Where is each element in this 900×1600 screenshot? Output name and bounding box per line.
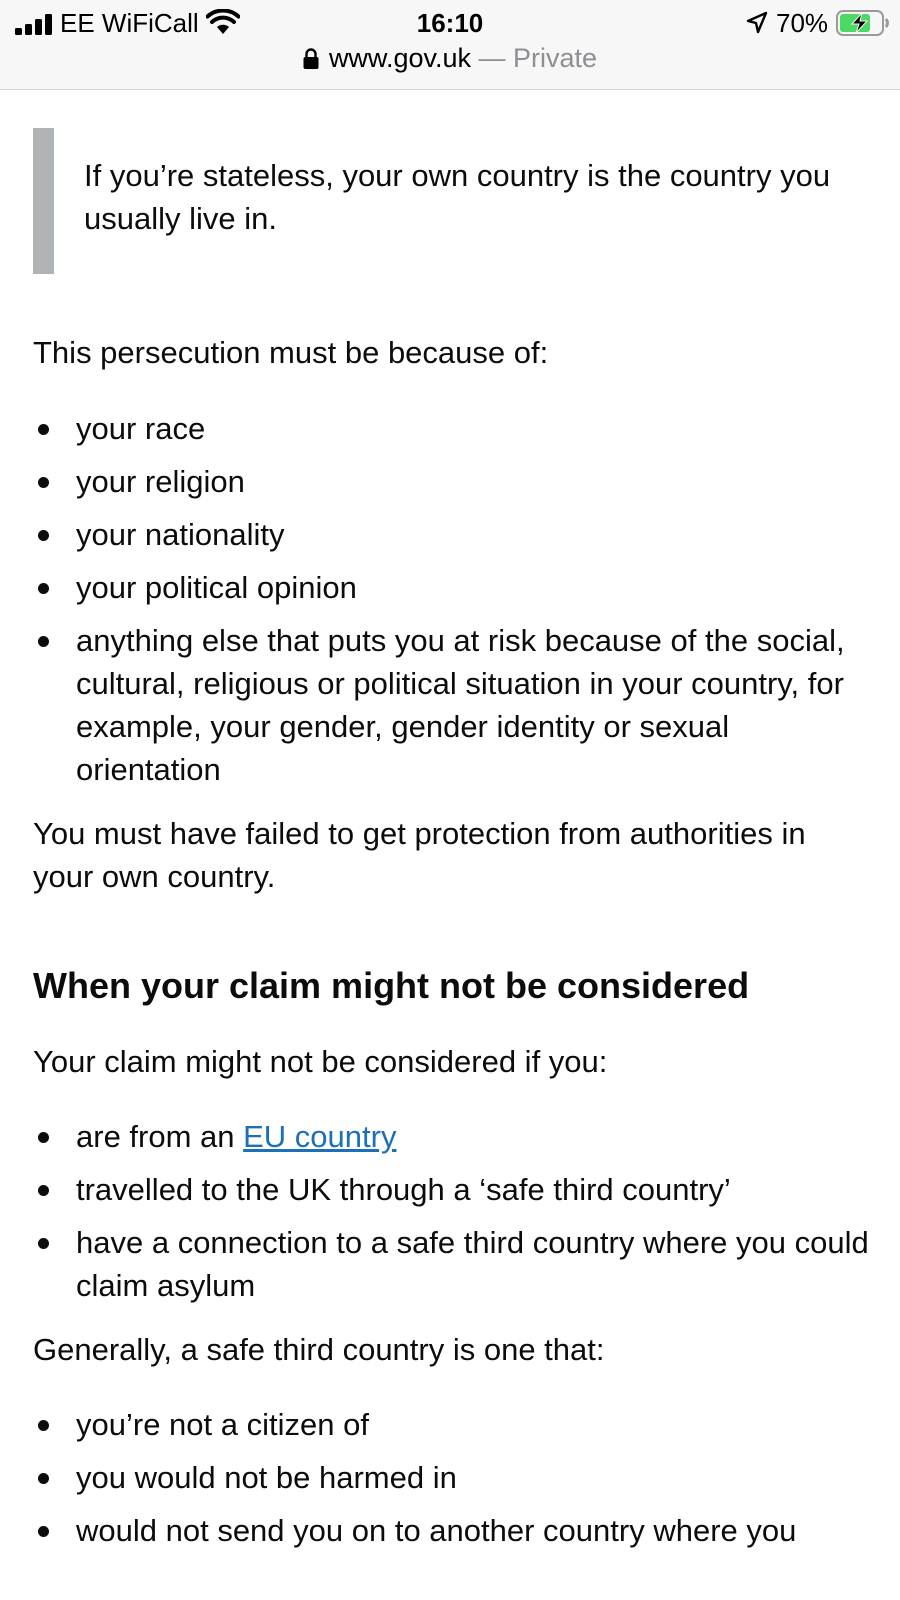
- page-content: [33, 89, 873, 1562]
- location-arrow-icon: [746, 11, 768, 35]
- list-item: you would not be harmed in: [33, 1456, 873, 1499]
- address-domain: www.gov.uk: [328, 43, 471, 73]
- battery-percentage: 70%: [776, 8, 829, 38]
- not-considered-list: [33, 1115, 873, 1307]
- persecution-intro: This persecution must be because of:: [33, 335, 549, 370]
- list-item: your nationality: [33, 513, 873, 556]
- browser-top-bar: [0, 0, 900, 90]
- section-heading: When your claim might not be considered: [33, 965, 750, 1006]
- list-item: your religion: [33, 460, 873, 503]
- status-time: 16:10: [416, 8, 484, 38]
- eu-country-link[interactable]: EU country: [243, 1119, 397, 1154]
- list-item: you’re not a citizen of: [33, 1403, 873, 1446]
- lock-icon: [303, 48, 319, 70]
- list-item: your political opinion: [33, 566, 873, 609]
- list-item: anything else that puts you at risk because of the social, cultural, religious or political situation in your country, for example, your gender, gender identity or sexual orientation: [33, 619, 873, 791]
- list-item: [33, 1115, 873, 1158]
- list-item: have a connection to a safe third country where you could claim asylum: [33, 1221, 873, 1307]
- protection-text: You must have failed to get protection from authorities in your own country.: [33, 816, 806, 894]
- inset-text-block: [33, 128, 873, 274]
- private-mode-label: — Private: [478, 43, 598, 73]
- list-item: travelled to the UK through a ‘safe third country’: [33, 1168, 873, 1211]
- battery-charging-icon: [836, 10, 890, 36]
- persecution-reasons-list: [33, 407, 873, 791]
- list-item: your race: [33, 407, 873, 450]
- safe-third-list: [33, 1403, 873, 1552]
- address-bar[interactable]: [0, 40, 900, 76]
- list-item-text: are from an: [76, 1119, 244, 1154]
- list-item: would not send you on to another country where you: [33, 1509, 873, 1552]
- carrier-name: EE WiFiCall: [60, 8, 199, 38]
- safe-third-intro: Generally, a safe third country is one that:: [33, 1332, 605, 1367]
- inset-text: If you’re stateless, your own country is the country you usually live in.: [84, 158, 831, 236]
- not-considered-intro: Your claim might not be considered if you:: [33, 1044, 608, 1079]
